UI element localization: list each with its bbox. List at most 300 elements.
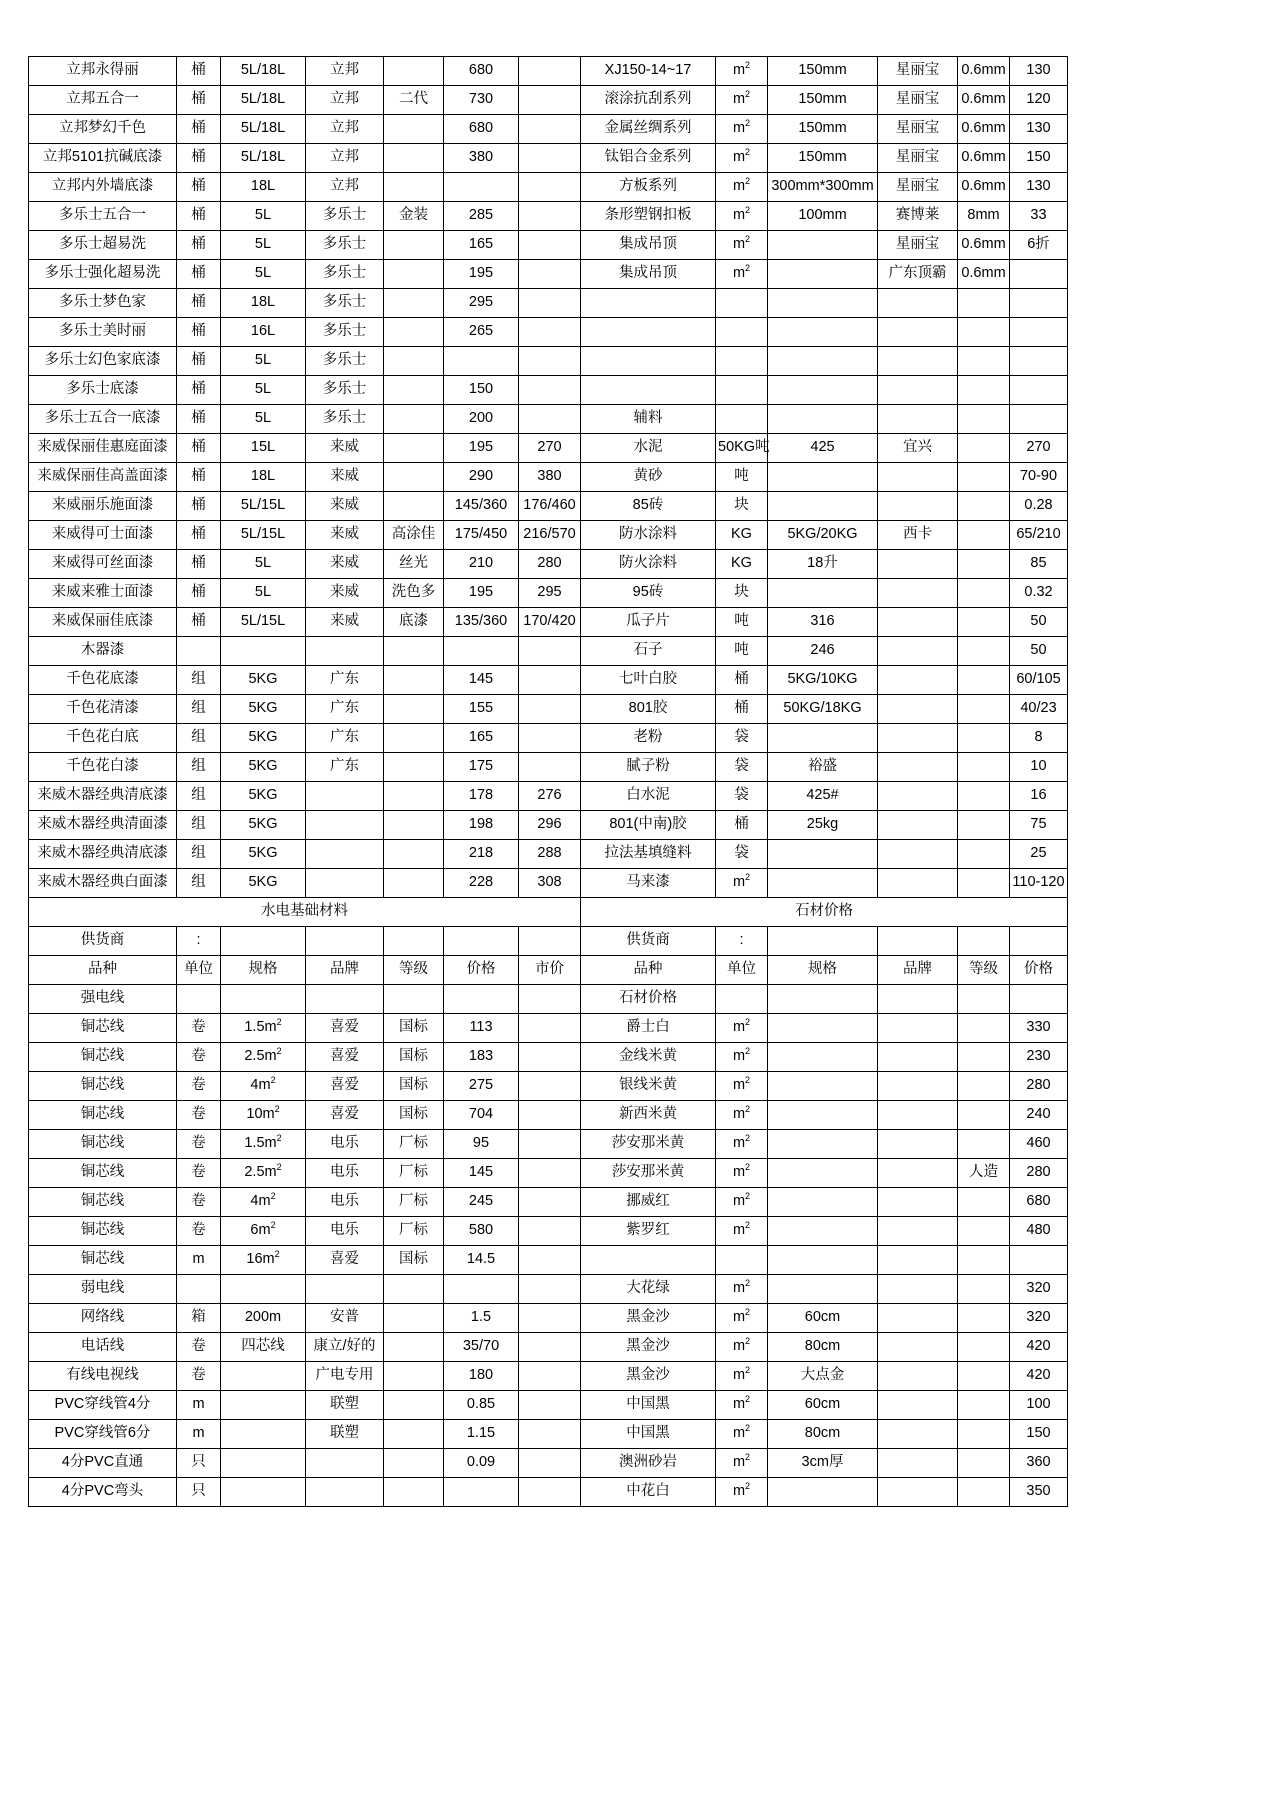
cell-variety[interactable]: 千色花底漆 <box>29 666 177 695</box>
cell-variety[interactable]: 95砖 <box>581 579 716 608</box>
cell-market-price[interactable] <box>519 753 581 782</box>
table-row[interactable] <box>29 608 1068 637</box>
cell-spec[interactable] <box>768 376 878 405</box>
cell-unit[interactable]: 桶 <box>177 492 221 521</box>
cell-spec[interactable]: 5L/18L <box>221 57 306 86</box>
cell-grade[interactable]: 金装 <box>384 202 444 231</box>
cell-variety[interactable]: 有线电视线 <box>29 1362 177 1391</box>
cell-grade[interactable] <box>958 840 1010 869</box>
cell-brand[interactable]: 电乐 <box>306 1188 384 1217</box>
cell-price[interactable]: 290 <box>444 463 519 492</box>
cell-grade[interactable] <box>958 405 1010 434</box>
cell-market-price[interactable]: 380 <box>519 463 581 492</box>
cell-variety[interactable] <box>581 347 716 376</box>
cell-unit[interactable]: 桶 <box>177 579 221 608</box>
cell-variety[interactable]: 紫罗红 <box>581 1217 716 1246</box>
cell-grade[interactable] <box>384 840 444 869</box>
cell-price[interactable] <box>1010 318 1068 347</box>
cell-brand[interactable] <box>878 840 958 869</box>
cell-brand[interactable] <box>878 289 958 318</box>
cell-grade[interactable] <box>958 1043 1010 1072</box>
cell-unit[interactable]: $m^2$ <box>716 1130 768 1159</box>
cell-market-price[interactable] <box>519 1304 581 1333</box>
cell-grade[interactable]: 0.6mm <box>958 57 1010 86</box>
cell-variety[interactable]: 金线米黄 <box>581 1043 716 1072</box>
table-row[interactable] <box>29 144 1068 173</box>
cell-brand[interactable] <box>878 869 958 898</box>
cell-unit[interactable]: $m^2$ <box>716 1275 768 1304</box>
cell-variety[interactable]: 澳洲砂岩 <box>581 1449 716 1478</box>
cell-market-price[interactable]: 296 <box>519 811 581 840</box>
cell-brand[interactable] <box>306 1478 384 1507</box>
table-row[interactable] <box>29 231 1068 260</box>
cell-unit[interactable]: 桶 <box>177 173 221 202</box>
cell-unit[interactable]: 吨 <box>716 608 768 637</box>
cell-price[interactable]: 175/450 <box>444 521 519 550</box>
cell-price[interactable]: 320 <box>1010 1304 1068 1333</box>
cell-spec[interactable] <box>768 1159 878 1188</box>
cell-spec[interactable] <box>768 405 878 434</box>
cell-grade[interactable]: 厂标 <box>384 1188 444 1217</box>
cell-price[interactable]: 35/70 <box>444 1333 519 1362</box>
cell-price[interactable]: 730 <box>444 86 519 115</box>
cell-spec[interactable]: 5KG <box>221 695 306 724</box>
cell-market-price[interactable] <box>519 1014 581 1043</box>
cell-spec[interactable]: 5KG <box>221 840 306 869</box>
cell-unit[interactable]: 卷 <box>177 1159 221 1188</box>
table-row[interactable] <box>29 985 1068 1014</box>
cell-variety[interactable]: 801(中南)胶 <box>581 811 716 840</box>
cell-price[interactable] <box>1010 376 1068 405</box>
cell-variety[interactable]: 铜芯线 <box>29 1101 177 1130</box>
cell-spec[interactable]: 150mm <box>768 144 878 173</box>
supplier-label-right[interactable]: 供货商 <box>581 927 716 956</box>
cell-brand[interactable] <box>878 492 958 521</box>
cell-variety[interactable]: 铜芯线 <box>29 1130 177 1159</box>
cell-market-price[interactable] <box>519 1478 581 1507</box>
cell-grade[interactable]: 8mm <box>958 202 1010 231</box>
cell-variety[interactable] <box>581 289 716 318</box>
cell-variety[interactable]: 来威丽乐施面漆 <box>29 492 177 521</box>
cell-spec[interactable]: 5KG/10KG <box>768 666 878 695</box>
cell-unit[interactable]: 组 <box>177 840 221 869</box>
cell-brand[interactable] <box>306 985 384 1014</box>
cell-grade[interactable] <box>958 289 1010 318</box>
cell-spec[interactable]: 5KG <box>221 782 306 811</box>
cell-spec[interactable]: 150mm <box>768 57 878 86</box>
cell-market-price[interactable] <box>519 1362 581 1391</box>
cell-spec[interactable] <box>768 840 878 869</box>
table-row[interactable] <box>29 260 1068 289</box>
cell-unit[interactable]: 桶 <box>177 405 221 434</box>
cell-brand[interactable] <box>306 637 384 666</box>
cell-price[interactable]: 165 <box>444 724 519 753</box>
cell-unit[interactable]: 袋 <box>716 840 768 869</box>
cell-brand[interactable]: 喜爱 <box>306 1246 384 1275</box>
cell-brand[interactable] <box>306 1449 384 1478</box>
blank[interactable] <box>519 927 581 956</box>
cell-variety[interactable]: XJ150-14~17 <box>581 57 716 86</box>
cell-spec[interactable]: 80cm <box>768 1420 878 1449</box>
cell-spec[interactable]: 5L <box>221 202 306 231</box>
cell-unit[interactable]: 桶 <box>177 608 221 637</box>
cell-spec[interactable]: 425 <box>768 434 878 463</box>
cell-spec[interactable]: 150mm <box>768 86 878 115</box>
cell-price[interactable]: 165 <box>444 231 519 260</box>
cell-variety[interactable]: 来威得可士面漆 <box>29 521 177 550</box>
cell-unit[interactable]: $m^2$ <box>716 1391 768 1420</box>
cell-unit[interactable] <box>716 985 768 1014</box>
cell-unit[interactable]: $m^2$ <box>716 231 768 260</box>
cell-brand[interactable]: 多乐士 <box>306 231 384 260</box>
table-row[interactable] <box>29 1478 1068 1507</box>
cell-unit[interactable]: KG <box>716 521 768 550</box>
cell-grade[interactable]: 高涂佳 <box>384 521 444 550</box>
cell-brand[interactable]: 星丽宝 <box>878 86 958 115</box>
cell-price[interactable]: 85 <box>1010 550 1068 579</box>
cell-brand[interactable]: 电乐 <box>306 1159 384 1188</box>
cell-price[interactable]: 210 <box>444 550 519 579</box>
cell-grade[interactable] <box>384 492 444 521</box>
cell-price[interactable]: 460 <box>1010 1130 1068 1159</box>
cell-spec[interactable]: $1.5m^2$ <box>221 1014 306 1043</box>
cell-grade[interactable] <box>384 1275 444 1304</box>
table-row[interactable] <box>29 1101 1068 1130</box>
cell-variety[interactable]: 4分PVC弯头 <box>29 1478 177 1507</box>
cell-unit[interactable]: $m^2$ <box>716 1101 768 1130</box>
cell-spec[interactable] <box>768 1478 878 1507</box>
cell-price[interactable]: 680 <box>444 115 519 144</box>
cell-price[interactable]: 10 <box>1010 753 1068 782</box>
cell-grade[interactable] <box>384 347 444 376</box>
cell-market-price[interactable]: 295 <box>519 579 581 608</box>
cell-brand[interactable] <box>878 1449 958 1478</box>
cell-price[interactable]: 25 <box>1010 840 1068 869</box>
cell-unit[interactable]: 50KG吨 <box>716 434 768 463</box>
cell-unit[interactable]: 桶 <box>716 666 768 695</box>
cell-grade[interactable] <box>958 1478 1010 1507</box>
table-row[interactable] <box>29 1246 1068 1275</box>
cell-spec[interactable]: 25kg <box>768 811 878 840</box>
cell-spec[interactable] <box>768 289 878 318</box>
cell-variety[interactable]: 来威木器经典清底漆 <box>29 782 177 811</box>
cell-brand[interactable] <box>878 1217 958 1246</box>
cell-variety[interactable]: 铜芯线 <box>29 1043 177 1072</box>
cell-spec[interactable]: 15L <box>221 434 306 463</box>
table-row[interactable] <box>29 811 1068 840</box>
cell-variety[interactable]: 木器漆 <box>29 637 177 666</box>
cell-spec[interactable] <box>221 1420 306 1449</box>
cell-brand[interactable] <box>878 811 958 840</box>
cell-variety[interactable]: 石子 <box>581 637 716 666</box>
cell-grade[interactable] <box>384 376 444 405</box>
cell-variety[interactable]: 多乐士强化超易洗 <box>29 260 177 289</box>
cell-market-price[interactable] <box>519 86 581 115</box>
cell-brand[interactable] <box>878 666 958 695</box>
cell-grade[interactable]: 厂标 <box>384 1159 444 1188</box>
cell-market-price[interactable] <box>519 637 581 666</box>
cell-market-price[interactable] <box>519 376 581 405</box>
cell-spec[interactable]: 80cm <box>768 1333 878 1362</box>
cell-market-price[interactable] <box>519 724 581 753</box>
cell-variety[interactable]: 铜芯线 <box>29 1246 177 1275</box>
cell-brand[interactable] <box>878 376 958 405</box>
cell-spec[interactable] <box>768 1217 878 1246</box>
cell-variety[interactable]: 多乐士底漆 <box>29 376 177 405</box>
cell-market-price[interactable] <box>519 1043 581 1072</box>
cell-grade[interactable] <box>958 1420 1010 1449</box>
cell-market-price[interactable]: 280 <box>519 550 581 579</box>
cell-price[interactable]: 65/210 <box>1010 521 1068 550</box>
cell-price[interactable]: 130 <box>1010 57 1068 86</box>
cell-brand[interactable]: 广东 <box>306 666 384 695</box>
cell-market-price[interactable] <box>519 1246 581 1275</box>
cell-brand[interactable]: 广电专用 <box>306 1362 384 1391</box>
cell-spec[interactable]: 裕盛 <box>768 753 878 782</box>
cell-spec[interactable]: $10m^2$ <box>221 1101 306 1130</box>
cell-price[interactable]: 130 <box>1010 173 1068 202</box>
cell-price[interactable]: 228 <box>444 869 519 898</box>
cell-variety[interactable]: 网络线 <box>29 1304 177 1333</box>
cell-brand[interactable]: 宜兴 <box>878 434 958 463</box>
cell-grade[interactable]: 厂标 <box>384 1130 444 1159</box>
cell-grade[interactable] <box>384 753 444 782</box>
cell-brand[interactable]: 多乐士 <box>306 347 384 376</box>
cell-grade[interactable]: 国标 <box>384 1101 444 1130</box>
cell-market-price[interactable] <box>519 1159 581 1188</box>
cell-brand[interactable]: 立邦 <box>306 115 384 144</box>
table-row[interactable] <box>29 492 1068 521</box>
cell-unit[interactable] <box>716 1246 768 1275</box>
cell-grade[interactable] <box>384 695 444 724</box>
cell-variety[interactable]: 铜芯线 <box>29 1159 177 1188</box>
cell-unit[interactable]: 卷 <box>177 1188 221 1217</box>
cell-unit[interactable]: 块 <box>716 579 768 608</box>
cell-spec[interactable]: 四芯线 <box>221 1333 306 1362</box>
table-row[interactable] <box>29 782 1068 811</box>
cell-spec[interactable] <box>221 1449 306 1478</box>
cell-brand[interactable]: 立邦 <box>306 144 384 173</box>
cell-price[interactable]: 480 <box>1010 1217 1068 1246</box>
cell-spec[interactable]: $2.5m^2$ <box>221 1043 306 1072</box>
cell-variety[interactable]: 铜芯线 <box>29 1072 177 1101</box>
cell-price[interactable]: 420 <box>1010 1333 1068 1362</box>
cell-price[interactable]: 150 <box>444 376 519 405</box>
cell-market-price[interactable] <box>519 202 581 231</box>
cell-unit[interactable]: 只 <box>177 1478 221 1507</box>
cell-variety[interactable]: 801胶 <box>581 695 716 724</box>
cell-spec[interactable]: 316 <box>768 608 878 637</box>
cell-brand[interactable]: 来威 <box>306 608 384 637</box>
cell-brand[interactable]: 星丽宝 <box>878 115 958 144</box>
cell-brand[interactable]: 电乐 <box>306 1217 384 1246</box>
cell-grade[interactable]: 国标 <box>384 1014 444 1043</box>
cell-variety[interactable]: 挪威红 <box>581 1188 716 1217</box>
cell-spec[interactable]: 5L <box>221 260 306 289</box>
cell-spec[interactable]: 5KG <box>221 753 306 782</box>
cell-price[interactable]: 95 <box>444 1130 519 1159</box>
cell-unit[interactable]: $m^2$ <box>716 1188 768 1217</box>
cell-grade[interactable] <box>384 144 444 173</box>
cell-grade[interactable] <box>384 1304 444 1333</box>
cell-grade[interactable] <box>958 869 1010 898</box>
blank[interactable] <box>958 927 1010 956</box>
cell-brand[interactable]: 多乐士 <box>306 318 384 347</box>
table-row[interactable] <box>29 521 1068 550</box>
cell-brand[interactable]: 立邦 <box>306 57 384 86</box>
cell-brand[interactable] <box>878 782 958 811</box>
cell-variety[interactable]: 白水泥 <box>581 782 716 811</box>
cell-market-price[interactable]: 276 <box>519 782 581 811</box>
cell-grade[interactable] <box>958 521 1010 550</box>
cell-brand[interactable] <box>306 782 384 811</box>
table-row[interactable] <box>29 1130 1068 1159</box>
cell-grade[interactable] <box>384 463 444 492</box>
cell-price[interactable]: 270 <box>1010 434 1068 463</box>
cell-brand[interactable]: 多乐士 <box>306 289 384 318</box>
cell-price[interactable]: 100 <box>1010 1391 1068 1420</box>
cell-variety[interactable] <box>581 1246 716 1275</box>
cell-price[interactable]: 195 <box>444 579 519 608</box>
cell-variety[interactable]: 铜芯线 <box>29 1217 177 1246</box>
cell-unit[interactable]: $m^2$ <box>716 144 768 173</box>
cell-unit[interactable]: 袋 <box>716 782 768 811</box>
cell-variety[interactable]: 钛铝合金系列 <box>581 144 716 173</box>
cell-brand[interactable]: 喜爱 <box>306 1043 384 1072</box>
cell-spec[interactable] <box>768 1072 878 1101</box>
cell-price[interactable] <box>1010 405 1068 434</box>
cell-variety[interactable]: 立邦内外墙底漆 <box>29 173 177 202</box>
cell-unit[interactable]: $m^2$ <box>716 86 768 115</box>
cell-variety[interactable]: 新西米黄 <box>581 1101 716 1130</box>
cell-price[interactable]: 0.09 <box>444 1449 519 1478</box>
cell-price[interactable]: 120 <box>1010 86 1068 115</box>
cell-unit[interactable]: $m^2$ <box>716 1420 768 1449</box>
cell-brand[interactable]: 联塑 <box>306 1391 384 1420</box>
cell-price[interactable]: 360 <box>1010 1449 1068 1478</box>
cell-price[interactable]: 330 <box>1010 1014 1068 1043</box>
cell-variety[interactable]: 黑金沙 <box>581 1304 716 1333</box>
cell-brand[interactable] <box>878 1304 958 1333</box>
table-row[interactable] <box>29 405 1068 434</box>
cell-price[interactable]: 350 <box>1010 1478 1068 1507</box>
cell-price[interactable]: 175 <box>444 753 519 782</box>
cell-price[interactable] <box>444 985 519 1014</box>
cell-market-price[interactable] <box>519 173 581 202</box>
cell-spec[interactable]: $4m^2$ <box>221 1072 306 1101</box>
cell-variety[interactable]: 铜芯线 <box>29 1188 177 1217</box>
cell-brand[interactable] <box>306 1275 384 1304</box>
cell-grade[interactable] <box>958 434 1010 463</box>
cell-variety[interactable]: 千色花清漆 <box>29 695 177 724</box>
cell-spec[interactable]: 18L <box>221 173 306 202</box>
table-row[interactable] <box>29 1449 1068 1478</box>
cell-grade[interactable] <box>958 782 1010 811</box>
cell-grade[interactable] <box>384 811 444 840</box>
cell-unit[interactable] <box>716 347 768 376</box>
cell-unit[interactable]: $m^2$ <box>716 1362 768 1391</box>
cell-variety[interactable] <box>581 318 716 347</box>
cell-variety[interactable]: 85砖 <box>581 492 716 521</box>
cell-price[interactable]: 1.5 <box>444 1304 519 1333</box>
cell-spec[interactable]: 5L <box>221 405 306 434</box>
cell-grade[interactable]: 0.6mm <box>958 86 1010 115</box>
cell-brand[interactable] <box>878 1014 958 1043</box>
cell-spec[interactable]: 5L/18L <box>221 86 306 115</box>
cell-grade[interactable] <box>958 724 1010 753</box>
cell-spec[interactable] <box>768 579 878 608</box>
table-row[interactable] <box>29 1391 1068 1420</box>
cell-brand[interactable]: 来威 <box>306 434 384 463</box>
table-row[interactable] <box>29 724 1068 753</box>
cell-price[interactable]: 150 <box>1010 1420 1068 1449</box>
cell-variety[interactable]: 多乐士美时丽 <box>29 318 177 347</box>
cell-price[interactable]: 240 <box>1010 1101 1068 1130</box>
cell-brand[interactable] <box>878 1478 958 1507</box>
supplier-colon-left[interactable]: : <box>177 927 221 956</box>
cell-brand[interactable] <box>878 1101 958 1130</box>
cell-brand[interactable]: 来威 <box>306 579 384 608</box>
cell-unit[interactable]: 袋 <box>716 724 768 753</box>
cell-spec[interactable]: 大点金 <box>768 1362 878 1391</box>
cell-grade[interactable] <box>958 695 1010 724</box>
table-row[interactable] <box>29 695 1068 724</box>
cell-unit[interactable]: 组 <box>177 695 221 724</box>
cell-unit[interactable]: 卷 <box>177 1014 221 1043</box>
cell-unit[interactable]: 桶 <box>177 260 221 289</box>
table-row[interactable] <box>29 666 1068 695</box>
cell-unit[interactable]: 组 <box>177 753 221 782</box>
cell-price[interactable]: 195 <box>444 260 519 289</box>
cell-price[interactable]: 8 <box>1010 724 1068 753</box>
table-row[interactable] <box>29 1304 1068 1333</box>
cell-unit[interactable]: 卷 <box>177 1072 221 1101</box>
cell-price[interactable]: 135/360 <box>444 608 519 637</box>
cell-brand[interactable]: 立邦 <box>306 86 384 115</box>
cell-market-price[interactable] <box>519 666 581 695</box>
cell-spec[interactable] <box>768 463 878 492</box>
cell-price[interactable]: 195 <box>444 434 519 463</box>
cell-unit[interactable]: $m^2$ <box>716 202 768 231</box>
cell-market-price[interactable] <box>519 347 581 376</box>
cell-variety[interactable]: 电话线 <box>29 1333 177 1362</box>
cell-unit[interactable]: 卷 <box>177 1130 221 1159</box>
cell-price[interactable]: 0.28 <box>1010 492 1068 521</box>
cell-price[interactable]: 380 <box>444 144 519 173</box>
cell-grade[interactable] <box>384 1478 444 1507</box>
supplier-row[interactable] <box>29 927 1068 956</box>
cell-market-price[interactable] <box>519 1333 581 1362</box>
cell-brand[interactable]: 来威 <box>306 550 384 579</box>
cell-spec[interactable]: 5KG <box>221 666 306 695</box>
cell-grade[interactable] <box>958 811 1010 840</box>
cell-spec[interactable] <box>768 1188 878 1217</box>
cell-price[interactable]: 145/360 <box>444 492 519 521</box>
cell-grade[interactable]: 0.6mm <box>958 173 1010 202</box>
cell-variety[interactable]: 黑金沙 <box>581 1333 716 1362</box>
cell-price[interactable]: 198 <box>444 811 519 840</box>
table-row[interactable] <box>29 1420 1068 1449</box>
blank[interactable] <box>444 927 519 956</box>
cell-grade[interactable] <box>958 1449 1010 1478</box>
cell-unit[interactable]: 只 <box>177 1449 221 1478</box>
cell-spec[interactable] <box>221 1362 306 1391</box>
cell-brand[interactable] <box>306 840 384 869</box>
table-row[interactable] <box>29 1275 1068 1304</box>
cell-spec[interactable]: 5L <box>221 579 306 608</box>
cell-spec[interactable] <box>768 1014 878 1043</box>
cell-brand[interactable] <box>878 985 958 1014</box>
